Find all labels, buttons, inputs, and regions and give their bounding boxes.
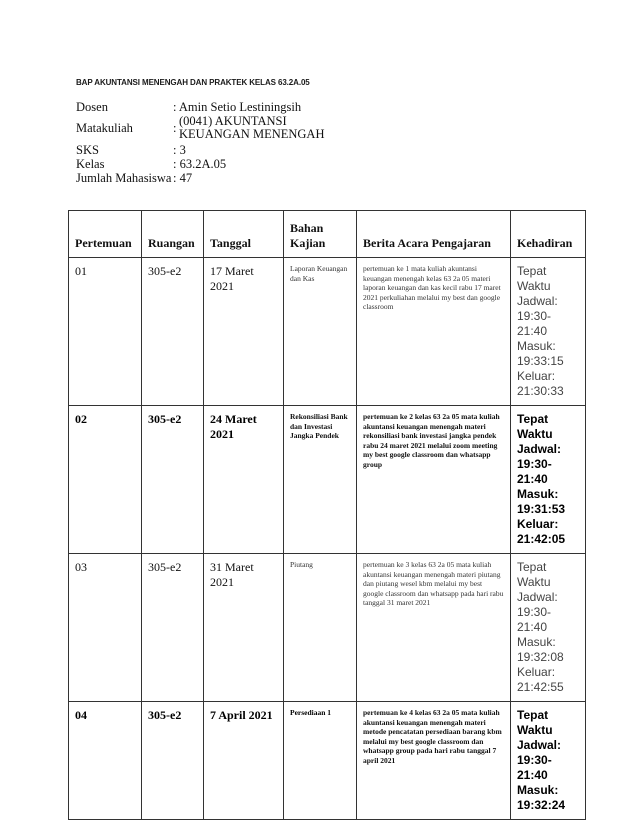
- matakuliah-label: Matakuliah: [76, 121, 133, 135]
- kehadiran-line: Masuk:: [517, 783, 559, 797]
- cell-berita: pertemuan ke 3 kelas 63 2a 05 mata kuliah akuntansi keuangan menengah materi piutang dan piutang wesel kbm melalui my best google classroom dan whatsapp pada hari rabu tanggal 31 maret 2021: [357, 554, 511, 702]
- dosen-row: [76, 100, 576, 114]
- table-row: [69, 702, 586, 820]
- kehadiran-line: 21:42:55: [517, 680, 564, 694]
- cell-pertemuan: 04: [69, 702, 142, 820]
- course-info: [76, 100, 576, 185]
- kehadiran-line: Waktu: [517, 575, 551, 589]
- cell-kehadiran: [511, 406, 586, 554]
- jumlah-row: [76, 171, 576, 185]
- kehadiran-line: Tepat: [517, 560, 547, 574]
- header-ruangan: Ruangan: [142, 211, 204, 258]
- cell-pertemuan: 01: [69, 258, 142, 406]
- kehadiran-line: Waktu: [517, 427, 553, 441]
- sks-value: : 3: [173, 143, 186, 157]
- kehadiran-line: Tepat: [517, 708, 549, 722]
- cell-tanggal: 24 Maret 2021: [204, 406, 284, 554]
- cell-bahan: Piutang: [284, 554, 357, 702]
- kehadiran-line: 19:32:08: [517, 650, 564, 664]
- kehadiran-line: Jadwal:: [517, 738, 562, 752]
- jumlah-label: Jumlah Mahasiswa: [76, 171, 172, 185]
- kehadiran-line: Jadwal:: [517, 294, 558, 308]
- dosen-label: Dosen: [76, 100, 108, 114]
- kehadiran-line: 19:30-21:40: [517, 605, 552, 634]
- cell-tanggal: 17 Maret 2021: [204, 258, 284, 406]
- header-berita-acara: Berita Acara Pengajaran: [357, 211, 511, 258]
- cell-ruangan: 305-e2: [142, 406, 204, 554]
- header-bahan-kajian: Bahan Kajian: [284, 211, 357, 258]
- cell-bahan: Persediaan 1: [284, 702, 357, 820]
- cell-ruangan: 305-e2: [142, 702, 204, 820]
- cell-bahan: Rekonsiliasi Bank dan Investasi Jangka Pendek: [284, 406, 357, 554]
- sks-row: [76, 143, 576, 157]
- kelas-label: Kelas: [76, 157, 105, 171]
- kelas-row: [76, 157, 576, 171]
- cell-ruangan: 305-e2: [142, 258, 204, 406]
- kehadiran-line: Jadwal:: [517, 590, 558, 604]
- kehadiran-line: 19:30-21:40: [517, 309, 552, 338]
- cell-berita: pertemuan ke 4 kelas 63 2a 05 mata kuliah akuntansi keuangan menengah materi metode pencatatan persediaan barang kbm melalui my best google classroom dan whatsapp group pada hari rabu tanggal 7 april 2021: [357, 702, 511, 820]
- sks-label: SKS: [76, 143, 99, 157]
- kehadiran-line: Keluar:: [517, 517, 559, 531]
- kehadiran-line: Waktu: [517, 723, 553, 737]
- matakuliah-line1: (0041) AKUNTANSI: [179, 114, 287, 128]
- kehadiran-line: Keluar:: [517, 369, 556, 383]
- kehadiran-line: 21:30:33: [517, 384, 564, 398]
- jumlah-value: : 47: [173, 171, 193, 185]
- table-row: [69, 258, 586, 406]
- attendance-table: [68, 210, 586, 820]
- cell-berita: pertemuan ke 1 mata kuliah akuntansi keuangan menengah kelas 63 2a 05 materi laporan keuangan dan kas kecil rabu 17 maret 2021 perkuliahan melalui my best dan google classroom: [357, 258, 511, 406]
- table-header-row: [69, 211, 586, 258]
- cell-kehadiran: [511, 554, 586, 702]
- matakuliah-value: [179, 115, 324, 141]
- kelas-value: : 63.2A.05: [173, 157, 227, 171]
- table-row: [69, 406, 586, 554]
- kehadiran-line: Masuk:: [517, 339, 556, 353]
- matakuliah-colon: :: [173, 121, 177, 135]
- matakuliah-line2: KEUANGAN MENENGAH: [179, 127, 325, 141]
- matakuliah-row: [76, 115, 576, 141]
- cell-kehadiran: [511, 258, 586, 406]
- kehadiran-line: Masuk:: [517, 487, 559, 501]
- cell-kehadiran: [511, 702, 586, 820]
- header-tanggal: Tanggal: [204, 211, 284, 258]
- header-kehadiran: Kehadiran: [511, 211, 586, 258]
- cell-ruangan: 305-e2: [142, 554, 204, 702]
- cell-berita: pertemuan ke 2 kelas 63 2a 05 mata kuliah akuntansi keuangan menengah materi rekonsiliasi bank investasi jangka pendek rabu 24 maret 2021 melalui zoom meeting my best google classroom dan whatsapp group: [357, 406, 511, 554]
- kehadiran-line: Tepat: [517, 412, 549, 426]
- table-row: [69, 554, 586, 702]
- dosen-value: : Amin Setio Lestiningsih: [173, 100, 302, 114]
- kehadiran-line: Keluar:: [517, 665, 556, 679]
- document-title: BAP AKUNTANSI MENENGAH DAN PRAKTEK KELAS 63.2A.05: [76, 78, 310, 87]
- kehadiran-line: Tepat: [517, 264, 547, 278]
- kehadiran-line: 19:31:53: [517, 502, 566, 516]
- kehadiran-line: 19:30-21:40: [517, 457, 552, 486]
- kehadiran-line: Masuk:: [517, 635, 556, 649]
- cell-pertemuan: 02: [69, 406, 142, 554]
- kehadiran-line: 19:32:24: [517, 798, 566, 812]
- kehadiran-line: 19:33:15: [517, 354, 564, 368]
- kehadiran-line: Waktu: [517, 279, 551, 293]
- cell-bahan: Laporan Keuangan dan Kas: [284, 258, 357, 406]
- header-pertemuan: Pertemuan: [69, 211, 142, 258]
- cell-pertemuan: 03: [69, 554, 142, 702]
- kehadiran-line: 21:42:05: [517, 532, 566, 546]
- kehadiran-line: 19:30-21:40: [517, 753, 552, 782]
- cell-tanggal: 7 April 2021: [204, 702, 284, 820]
- kehadiran-line: Jadwal:: [517, 442, 562, 456]
- cell-tanggal: 31 Maret 2021: [204, 554, 284, 702]
